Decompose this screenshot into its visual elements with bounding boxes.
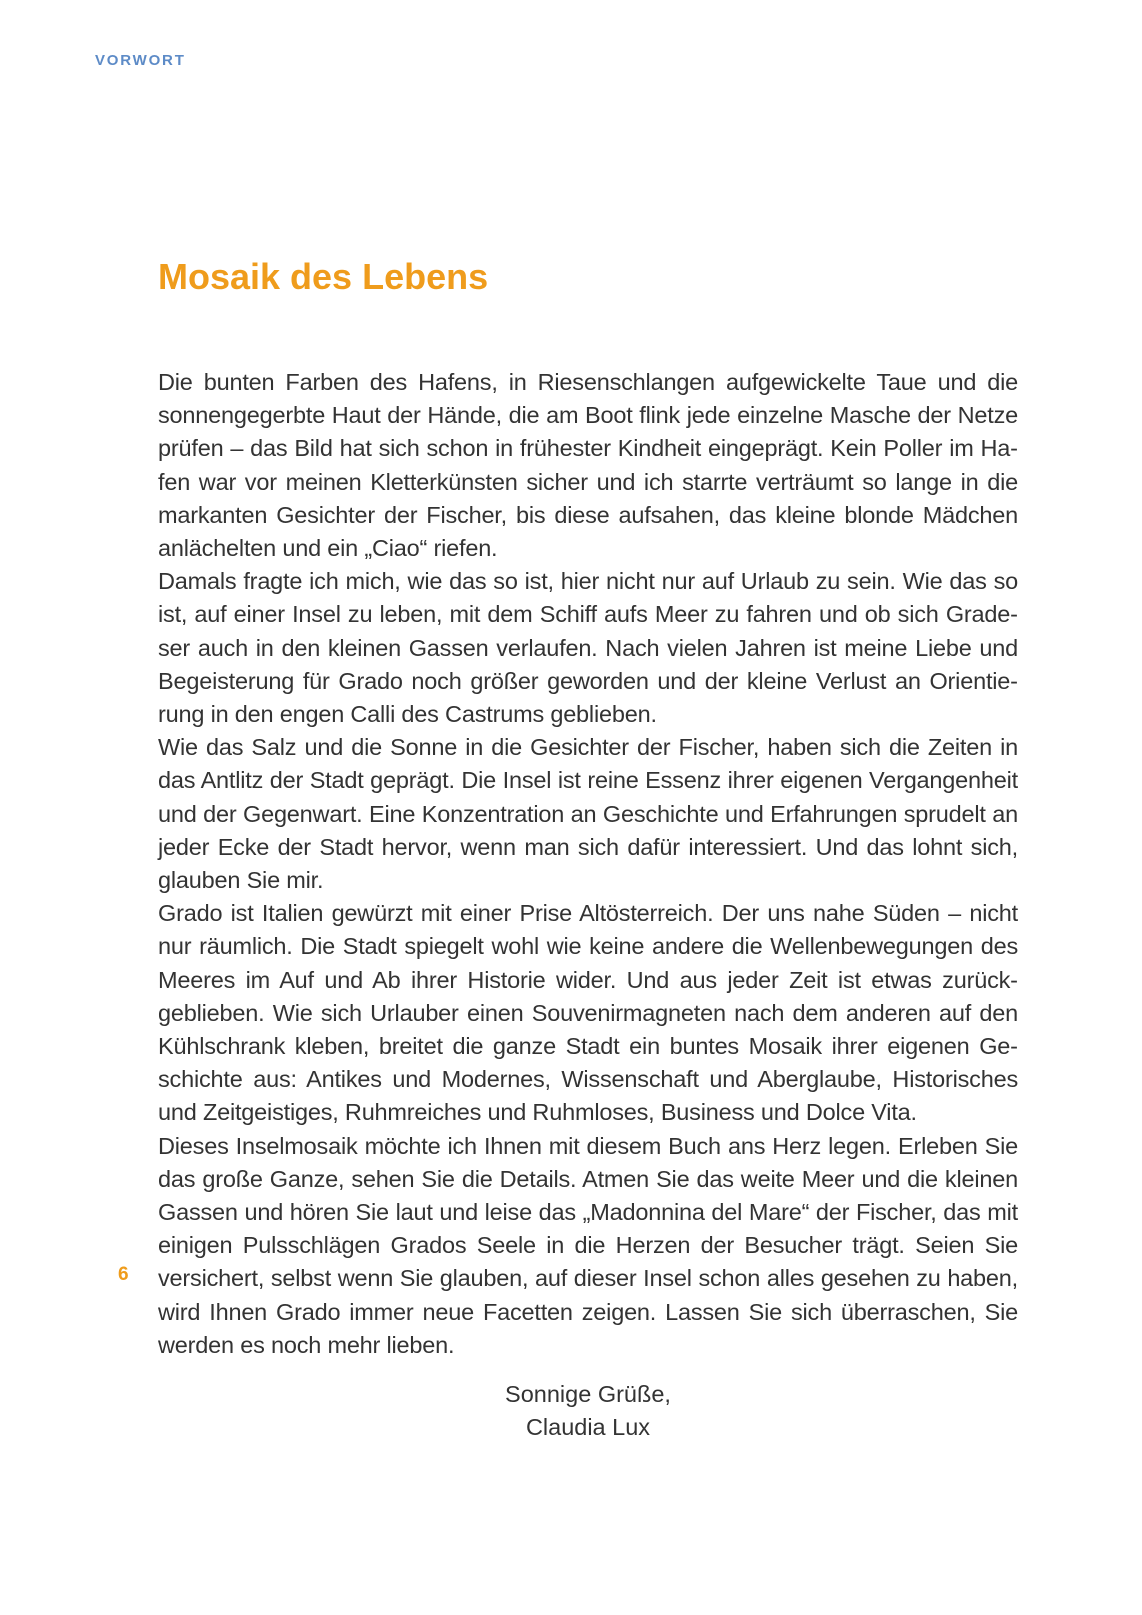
paragraph: Grado ist Italien gewürzt mit einer Prise Altösterreich. Der uns nahe Süden – nicht nur räumlich. Die Stadt spiegelt wohl wie keine andere die Wellenbewegungen des Meeres im Auf und Ab ihrer Historie wider. Und aus jeder Zeit ist etwas zurückgeblieben. Wie sich Urlauber einen Souvenirmagneten nach dem anderen auf den Kühlschrank kleben, breitet die ganze Stadt ein buntes Mosaik ihrer eigenen Geschichte aus: Antikes und Modernes, Wissenschaft und Aberglaube, Historisches und Zeitgeistiges, Ruhmreiches und Ruhmloses, Business und Dolce Vita. (158, 900, 1018, 1126)
page-number: 6 (118, 1264, 129, 1285)
paragraph: Damals fragte ich mich, wie das so ist, hier nicht nur auf Urlaub zu sein. Wie das so ist, auf einer Insel zu leben, mit dem Schiff aufs Meer zu fahren und ob sich Gradeser auch in den kleinen Gassen verlaufen. Nach vielen Jahren ist meine Liebe und Begeisterung für Grado noch größer geworden und der kleine Verlust an Orientierung in den engen Calli des Castrums geblieben. (158, 568, 1018, 728)
paragraph: Dieses Inselmosaik möchte ich Ihnen mit diesem Buch ans Herz legen. Erleben Sie das große Ganze, sehen Sie die Details. Atmen Sie das weite Meer und die kleinen Gassen und hören Sie laut und leise das „Madonnina del Mare“ der Fischer, das mit einigen Pulsschlägen Grados Seele in die Herzen der Besucher trägt. Seien Sie versichert, selbst wenn Sie glauben, auf dieser Insel schon alles gesehen zu haben, wird Ihnen Grado immer neue Facetten zeigen. Lassen Sie sich überraschen, Sie werden es noch mehr lieben. (158, 1132, 1018, 1358)
paragraph: Wie das Salz und die Sonne in die Gesichter der Fischer, haben sich die Zeiten in das Antlitz der Stadt geprägt. Die Insel ist reine Essenz ihrer eigenen Vergangenheit und der Gegenwart. Eine Konzentration an Geschichte und Erfahrungen sprudelt an jeder Ecke der Stadt hervor, wenn man sich dafür interessiert. Und das lohnt sich, glauben Sie mir. (158, 734, 1018, 894)
chapter-title: Mosaik des Lebens (158, 256, 489, 297)
signature (158, 1378, 1018, 1444)
signature-author: Claudia Lux (525, 1414, 651, 1441)
paragraph: Die bunten Farben des Hafens, in Riesenschlangen aufgewickelte Taue und die sonnengegerbte Haut der Hände, die am Boot flink jede einzelne Masche der Netze prüfen – das Bild hat sich schon in frühester Kindheit eingeprägt. Kein Poller im Hafen war vor meinen Kletterkünsten sicher und ich starrte verträumt so lange in die markanten Gesichter der Fischer, bis diese aufsahen, das kleine blonde Mädchen anlächelten und ein „Ciao“ riefen. (158, 369, 1018, 562)
signature-greeting: Sonnige Grüße, (505, 1381, 671, 1407)
section-label: VORWORT (95, 52, 186, 69)
body-text (158, 366, 1018, 1362)
